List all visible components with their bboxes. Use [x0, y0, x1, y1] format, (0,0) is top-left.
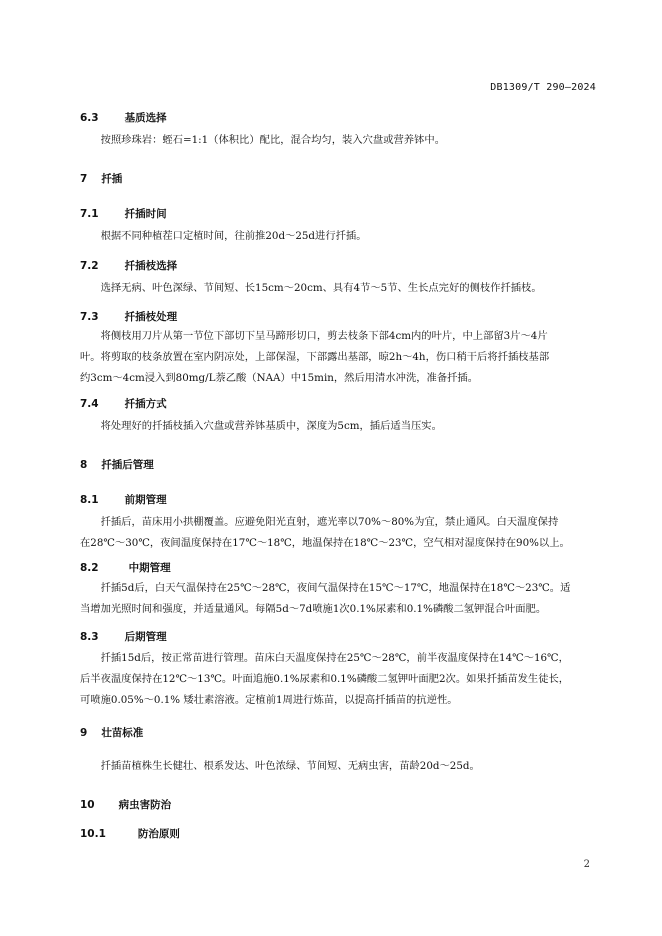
section-title: 后期管理 [124, 631, 167, 643]
paragraph [80, 578, 590, 620]
section-heading [80, 206, 167, 221]
section-number: 8 [80, 459, 88, 471]
standard-code: DB1309/T 290—2024 [490, 82, 596, 93]
section-title: 防治原则 [137, 828, 180, 840]
section-number: 7.3 [80, 311, 99, 323]
section-heading [80, 258, 177, 273]
paragraph [80, 416, 590, 437]
paragraph-line: 在28℃～30℃，夜间温度保持在17℃～18℃，地温保持在18℃～23℃，空气相对湿度保持在90%以上。 [80, 537, 570, 549]
paragraph-line: 将侧枝用刀片从第一节位下部切下呈马蹄形切口，剪去枝条下部4cm内的叶片，中上部留3片～4片 [80, 330, 548, 342]
section-title: 扦插时间 [124, 208, 167, 220]
paragraph [80, 278, 590, 299]
paragraph-line: 可喷施0.05%～0.1% 矮壮素溶液。定植前1周进行炼苗，以提高扦插苗的抗逆性。 [80, 694, 458, 706]
section-number: 7 [80, 173, 88, 185]
section-heading [80, 797, 171, 812]
page-number: 2 [583, 859, 590, 870]
paragraph [80, 512, 590, 554]
section-number: 10 [80, 799, 95, 811]
section-heading [80, 110, 167, 125]
paragraph [80, 326, 590, 389]
section-number: 10.1 [80, 828, 106, 840]
section-heading [80, 396, 167, 411]
section-title: 病虫害防治 [118, 799, 172, 811]
paragraph-line: 当增加光照时间和强度，并适量通风。每隔5d～7d喷施1次0.1%尿素和0.1%磷酸二氢钾混合叶面肥。 [80, 603, 547, 615]
paragraph-line: 选择无病、叶色深绿、节间短、长15cm～20cm、具有4节～5节、生长点完好的侧枝作扦插枝。 [80, 282, 542, 294]
section-number: 8.1 [80, 494, 99, 506]
section-heading [80, 560, 171, 575]
paragraph [80, 130, 590, 151]
paragraph-line: 根据不同种植茬口定植时间，往前推20d～25d进行扦插。 [80, 230, 367, 242]
paragraph-line: 叶。将剪取的枝条放置在室内阴凉处，上部保湿，下部露出基部，晾2h～4h，伤口稍干后将扦插枝基部 [80, 351, 550, 363]
paragraph-line: 将处理好的扦插枝插入穴盘或营养钵基质中，深度为5cm，插后适当压实。 [80, 420, 442, 432]
section-title: 扦插枝选择 [124, 260, 178, 272]
section-number: 9 [80, 727, 88, 739]
section-title: 扦插枝处理 [124, 311, 178, 323]
section-number: 6.3 [80, 112, 99, 124]
section-number: 7.1 [80, 208, 99, 220]
paragraph-line: 后半夜温度保持在12℃～13℃。叶面追施0.1%尿素和0.1%磷酸二氢钾叶面肥2次。如果扦插苗发生徒长， [80, 673, 570, 685]
section-number: 7.4 [80, 398, 99, 410]
section-heading [80, 629, 167, 644]
paragraph-line: 扦插后，苗床用小拱棚覆盖。应避免阳光直射，遮光率以70%～80%为宜，禁止通风。白天温度保持 [80, 516, 559, 528]
section-title: 基质选择 [124, 112, 167, 124]
section-heading [80, 309, 177, 324]
section-heading [80, 492, 167, 507]
section-number: 8.3 [80, 631, 99, 643]
paragraph [80, 648, 590, 711]
paragraph-line: 按照珍珠岩：蛭石=1:1（体积比）配比，混合均匀，装入穴盘或营养钵中。 [80, 134, 445, 146]
section-number: 7.2 [80, 260, 99, 272]
section-heading [80, 826, 180, 841]
paragraph-line: 扦插15d后，按正常苗进行管理。苗床白天温度保持在25℃～28℃，前半夜温度保持在14℃～16℃， [80, 652, 569, 664]
section-title: 壮苗标准 [101, 727, 144, 739]
section-heading [80, 171, 122, 186]
section-heading [80, 725, 143, 740]
paragraph [80, 756, 590, 777]
paragraph-line: 约3cm～4cm浸入到80mg/L萘乙酸（NAA）中15min，然后用清水冲洗，准备扦插。 [80, 372, 479, 384]
section-title: 扦插后管理 [101, 459, 154, 471]
section-title: 前期管理 [124, 494, 167, 506]
section-title: 扦插方式 [124, 398, 167, 410]
section-number: 8.2 [80, 562, 99, 574]
section-heading [80, 457, 154, 472]
paragraph-line: 扦插苗植株生长健壮、根系发达、叶色浓绿、节间短、无病虫害，苗龄20d～25d。 [80, 760, 480, 772]
section-title: 扦插 [101, 173, 123, 185]
paragraph-line: 扦插5d后，白天气温保持在25℃～28℃，夜间气温保持在15℃～17℃，地温保持在18℃～23℃。适 [80, 582, 571, 594]
paragraph [80, 226, 590, 247]
section-title: 中期管理 [128, 562, 171, 574]
